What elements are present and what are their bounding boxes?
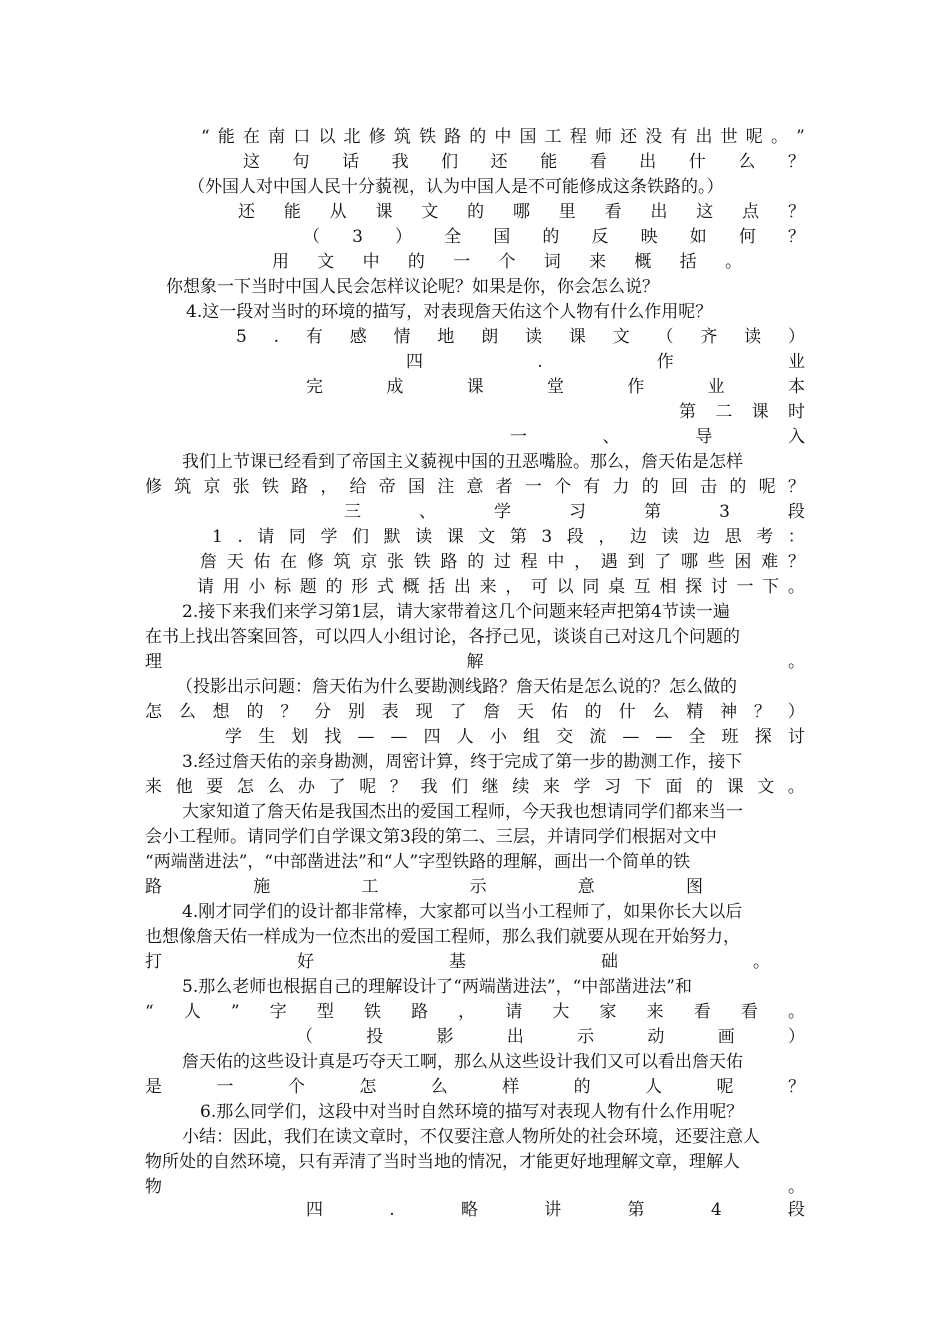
text-line: 2.接下来我们来学习第1层，请大家带着这几个问题来轻声把第4节读一遍 [182, 602, 730, 622]
text-line: 在书上找出答案回答，可以四人小组讨论，各抒己见，谈谈自己对这几个问题的 [145, 627, 740, 647]
text-line: 你想象一下当时中国人民会怎样议论呢？如果是你，你会怎么说？ [166, 277, 659, 297]
text-line: “ 能 在 南 口 以 北 修 筑 铁 路 的 中 国 工 程 师 还 没 有 出 世 呢 。 ” [201, 127, 805, 147]
text-line: 打 好 基 础 。 [145, 952, 770, 972]
text-line: 是 一 个 怎 么 样 的 人 呢 ？ [145, 1077, 805, 1097]
text-line: 5 . 有 感 情 地 朗 读 课 文 （ 齐 读 ） [236, 327, 805, 347]
text-line: “ 人 ” 字 型 铁 路 ， 请 大 家 来 看 看 。 [145, 1002, 805, 1022]
text-line: 这 句 话 我 们 还 能 看 出 什 么 ？ [243, 152, 805, 172]
text-line: 来 他 要 怎 么 办 了 呢 ？ 我 们 继 续 来 学 习 下 面 的 课 文 。 [145, 777, 805, 797]
text-line: 完 成 课 堂 作 业 本 [306, 377, 805, 397]
text-line: 詹 天 佑 在 修 筑 京 张 铁 路 的 过 程 中 ， 遇 到 了 哪 些 困 难 ？ [200, 552, 805, 572]
text-line: 会小工程师。请同学们自学课文第3段的第二、三层，并请同学们根据对文中 [145, 827, 717, 847]
text-line: （ 投 影 出 示 动 画 ） [296, 1027, 805, 1047]
section-heading: 四 . 略 讲 第 4 段 [306, 1200, 805, 1220]
text-line: 3.经过詹天佑的亲身勘测，周密计算，终于完成了第一步的勘测工作，接下 [182, 752, 743, 772]
text-line: 修 筑 京 张 铁 路 ， 给 帝 国 注 意 者 一 个 有 力 的 回 击 的 呢 ？ [145, 477, 805, 497]
text-line: “两端凿进法”，“中部凿进法”和“人”字型铁路的理解，画出一个简单的铁 [145, 852, 691, 872]
text-line: 5.那么老师也根据自己的理解设计了“两端凿进法”，“中部凿进法”和 [182, 977, 692, 997]
text-line: 还 能 从 课 文 的 哪 里 看 出 这 点 ？ [238, 202, 805, 222]
section-heading: 第 二 课 时 [679, 402, 805, 422]
text-line: 小结：因此，我们在读文章时，不仅要注意人物所处的社会环境，还要注意人 [182, 1127, 760, 1147]
section-heading: 三 、 学 习 第 3 段 [344, 502, 805, 522]
text-line: 6.那么同学们，这段中对当时自然环境的描写对表现人物有什么作用呢？ [200, 1102, 744, 1122]
text-line: （投影出示问题：詹天佑为什么要勘测线路？詹天佑是怎么说的？怎么做的 [176, 677, 737, 697]
text-line: 4.这一段对当时的环境的描写，对表现詹天佑这个人物有什么作用呢？ [186, 302, 713, 322]
text-line: 我们上节课已经看到了帝国主义藐视中国的丑恶嘴脸。那么，詹天佑是怎样 [182, 452, 743, 472]
text-line: 学 生 划 找 — — 四 人 小 组 交 流 — — 全 班 探 讨 [225, 727, 805, 747]
text-line: 物所处的自然环境，只有弄清了当时当地的情况，才能更好地理解文章，理解人 [145, 1152, 740, 1172]
text-line: 也想像詹天佑一样成为一位杰出的爱国工程师，那么我们就要从现在开始努力， [145, 927, 740, 947]
text-line: （外国人对中国人民十分藐视，认为中国人是不可能修成这条铁路的。） [188, 177, 724, 197]
section-heading: 四 . 作 业 [406, 352, 805, 372]
text-line: 詹天佑的这些设计真是巧夺天工啊，那么从这些设计我们又可以看出詹天佑 [182, 1052, 743, 1072]
text-line: 物 。 [145, 1177, 805, 1197]
text-line: 怎 么 想 的 ？ 分 别 表 现 了 詹 天 佑 的 什 么 精 神 ？ ） [145, 702, 805, 722]
section-heading: 一 、 导 入 [510, 427, 805, 447]
text-line: 大家知道了詹天佑是我国杰出的爱国工程师，今天我也想请同学们都来当一 [182, 802, 743, 822]
text-line: 路 施 工 示 意 图 [145, 877, 703, 897]
text-line: 4.刚才同学们的设计都非常棒，大家都可以当小工程师了，如果你长大以后 [182, 902, 743, 922]
text-line: 理 解 。 [145, 652, 805, 672]
text-line: 请 用 小 标 题 的 形 式 概 括 出 来 ， 可 以 同 桌 互 相 探 讨 一 下 。 [197, 577, 805, 597]
text-line: 用 文 中 的 一 个 词 来 概 括 。 [272, 252, 742, 272]
text-line: （ 3 ） 全 国 的 反 映 如 何 ？ [303, 227, 805, 247]
text-line: 1 . 请 同 学 们 默 读 课 文 第 3 段 ， 边 读 边 思 考 ： [212, 527, 805, 547]
